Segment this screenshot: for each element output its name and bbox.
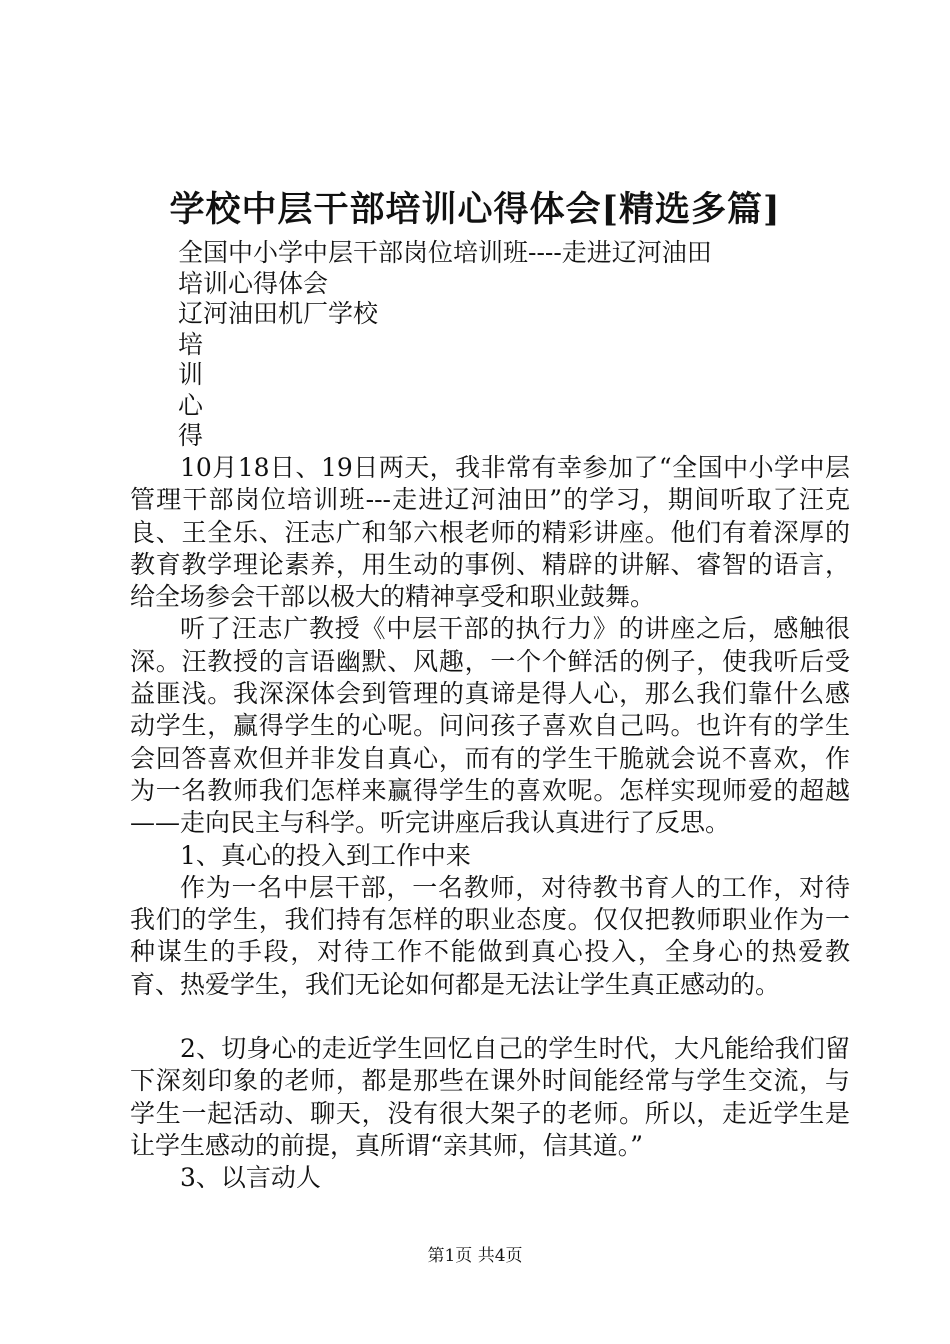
body-paragraph: 作为一名中层干部，一名教师，对待教书育人的工作，对待我们的学生，我们持有怎样的职业态度。仅仅把教师职业作为一种谋生的手段，对待工作不能做到真心投入，全身心的热爱教育、热爱学生，我们无论如何都是无法让学生真正感动的。 (130, 872, 850, 999)
document-body (130, 452, 850, 1195)
page-number-footer: 第1页 共4页 (427, 1246, 523, 1266)
header-line: 培 (178, 329, 204, 359)
section-heading: 1、真心的投入到工作中来 (180, 840, 471, 870)
header-line: 心 (178, 390, 204, 420)
body-paragraph: 听了汪志广教授《中层干部的执行力》的讲座之后，感触很深。汪教授的言语幽默、风趣，一个个鲜活的例子，使我听后受益匪浅。我深深体会到管理的真谛是得人心，那么我们靠什么感动学生，赢得学生的心呢。问问孩子喜欢自己吗。也许有的学生会回答喜欢但并非发自真心，而有的学生干脆就会说不喜欢，作为一名教师我们怎样来赢得学生的喜欢呢。怎样实现师爱的超越——走向民主与科学。听完讲座后我认真进行了反思。 (130, 614, 850, 838)
header-line: 培训心得体会 (178, 268, 329, 298)
section-heading: 3、以言动人 (180, 1163, 321, 1193)
header-line: 全国中小学中层干部岗位培训班----走进辽河油田 (178, 238, 712, 267)
header-line: 得 (178, 421, 204, 450)
document-header-lines (178, 238, 858, 452)
header-line: 训 (178, 360, 204, 389)
body-paragraph: 10月18日、19日两天，我非常有幸参加了“全国中小学中层管理干部岗位培训班---走进辽河油田”的学习，期间听取了汪克良、王全乐、汪志广和邹六根老师的精彩讲座。他们有着深厚的教育教学理论素养，用生动的事例、精辟的讲解、睿智的语言，给全场参会干部以极大的精神享受和职业鼓舞。 (130, 453, 850, 612)
body-paragraph: 2、切身心的走近学生回忆自己的学生时代，大凡能给我们留下深刻印象的老师，都是那些在课外时间能经常与学生交流，与学生一起活动、聊天，没有很大架子的老师。所以，走近学生是让学生感动的前提，真所谓“亲其师，信其道。” (130, 1034, 850, 1160)
document-title: 学校中层干部培训心得体会[精选多篇] (169, 189, 781, 230)
header-line: 辽河油田机厂学校 (178, 299, 379, 328)
